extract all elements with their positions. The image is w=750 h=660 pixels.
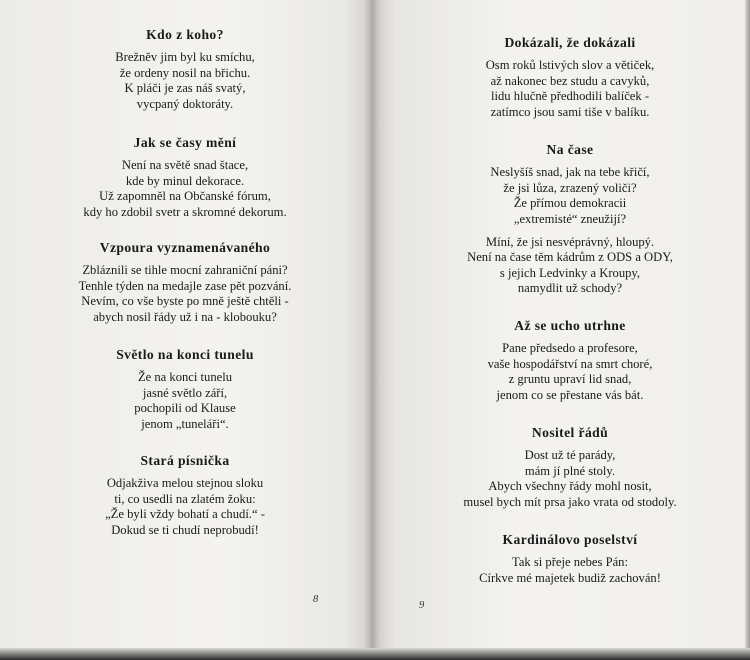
poem-line: Zbláznili se tihle mocní zahraniční páni? bbox=[82, 263, 288, 278]
poem-nositel-radu bbox=[410, 425, 730, 510]
poem-line: kdy ho zdobil svetr a skromné dekorum. bbox=[83, 204, 287, 219]
poem-jak-se-casy-meni bbox=[30, 135, 340, 220]
poem-line: Není na světě snad štace, bbox=[121, 158, 249, 173]
poem-line: Církve mé majetek budiž zachován! bbox=[479, 570, 661, 585]
poem-line: Odjakživa melou stejnou sloku bbox=[106, 476, 264, 491]
poem-line: jenom co se přestane vás bát. bbox=[496, 387, 644, 402]
poem-line: Už zapomněl na Občanské fórum, bbox=[99, 189, 271, 204]
poem-title: Dokázali, že dokázali bbox=[504, 35, 636, 50]
poem-line: s jejich Ledvinky a Kroupy, bbox=[499, 265, 641, 280]
poem-title: Nositel řádů bbox=[531, 425, 609, 440]
poem-line: kde by minul dekorace. bbox=[125, 173, 245, 188]
poem-line: lidu hlučně předhodili balíček - bbox=[490, 89, 650, 104]
poem-line: Neslyšíš snad, jak na tebe křičí, bbox=[490, 165, 650, 180]
poem-title: Kardinálovo poselství bbox=[502, 532, 638, 547]
poem-line: Brežněv jim byl ku smíchu, bbox=[115, 50, 255, 65]
poem-title: Jak se časy mění bbox=[133, 135, 237, 150]
poem-line: pochopili od Klause bbox=[134, 401, 236, 416]
poem-line: Dost už té parády, bbox=[524, 448, 616, 463]
poem-line: Pane předsedo a profesore, bbox=[502, 341, 638, 356]
poem-line: Že přímou demokracii bbox=[513, 196, 627, 211]
page-number: 9 bbox=[419, 600, 425, 611]
poem-line: že jsi lůza, zrazený voliči? bbox=[503, 180, 637, 195]
poem-dokazali-ze-dokazali bbox=[410, 35, 730, 120]
poem-title: Na čase bbox=[546, 142, 594, 157]
left-page bbox=[0, 0, 372, 660]
poem-title: Světlo na konci tunelu bbox=[116, 347, 254, 362]
poem-line: Tenhle týden na medajle zase pět pozvání. bbox=[78, 278, 292, 293]
poem-line: jenom „tuneláři“. bbox=[141, 416, 229, 431]
poem-line: K pláči je zas náš svatý, bbox=[124, 81, 246, 96]
right-page bbox=[372, 0, 750, 660]
poem-na-case-stanza-2 bbox=[410, 235, 730, 297]
poem-line: ti, co usedli na zlatém žoku: bbox=[114, 491, 256, 506]
poem-svetlo-na-konci-tunelu bbox=[30, 347, 340, 432]
poem-title: Vzpoura vyznamenávaného bbox=[99, 240, 271, 255]
poem-line: namydlit už schody? bbox=[517, 281, 623, 296]
poem-title: Až se ucho utrhne bbox=[514, 318, 626, 333]
poem-vzpoura-vyznamenavaneho bbox=[30, 240, 340, 325]
page-edge bbox=[0, 648, 750, 660]
poem-line: Že na konci tunelu bbox=[137, 370, 233, 385]
poem-kardinalovo-poselstvi bbox=[410, 532, 730, 586]
poem-kdo-z-koho bbox=[30, 27, 340, 112]
poem-line: že ordeny nosil na břichu. bbox=[119, 65, 251, 80]
book-gutter bbox=[364, 0, 380, 660]
poem-line: mám jí plné stoly. bbox=[524, 463, 616, 478]
poem-line: Abych všechny řády mohl nosit, bbox=[488, 479, 652, 494]
poem-title: Stará písnička bbox=[140, 453, 230, 468]
poem-line: zatímco jsou sami tiše v balíku. bbox=[490, 104, 650, 119]
poem-line: Dokud se ti chudí neprobudí! bbox=[111, 522, 259, 537]
poem-line: abych nosil řády už i na - klobouku? bbox=[93, 309, 277, 324]
poem-az-se-ucho-utrhne bbox=[410, 318, 730, 403]
poem-line: „extremisté“ zneužijí? bbox=[513, 211, 627, 226]
poem-stara-pisnicka bbox=[30, 453, 340, 538]
poem-line: Míní, že jsi nesvéprávný, hloupý. bbox=[485, 235, 655, 249]
poem-line: jasné světlo září, bbox=[142, 385, 228, 400]
poem-line: až nakonec bez studu a cavyků, bbox=[490, 73, 650, 88]
poem-line: Osm roků lstivých slov a větiček, bbox=[485, 58, 655, 73]
poem-line: z gruntu upraví lid snad, bbox=[508, 372, 632, 387]
poem-line: Tak si přeje nebes Pán: bbox=[512, 555, 628, 570]
poem-line: musel bych mít prsa jako vrata od stodoly. bbox=[463, 494, 677, 509]
page-edge bbox=[745, 0, 750, 660]
poem-line: Nevím, co vše byste po mně ještě chtěli - bbox=[81, 294, 289, 309]
poem-line: vycpaný doktoráty. bbox=[136, 96, 234, 111]
poem-line: vaše hospodářství na smrt choré, bbox=[487, 356, 653, 371]
poem-title: Kdo z koho? bbox=[146, 27, 224, 42]
poem-line: „Že byli vždy bohatí a chudí.“ - bbox=[105, 507, 265, 522]
page-number: 8 bbox=[313, 594, 319, 605]
poem-line: Není na čase těm kádrům z ODS a ODY, bbox=[467, 250, 673, 265]
poem-na-case bbox=[410, 142, 730, 227]
